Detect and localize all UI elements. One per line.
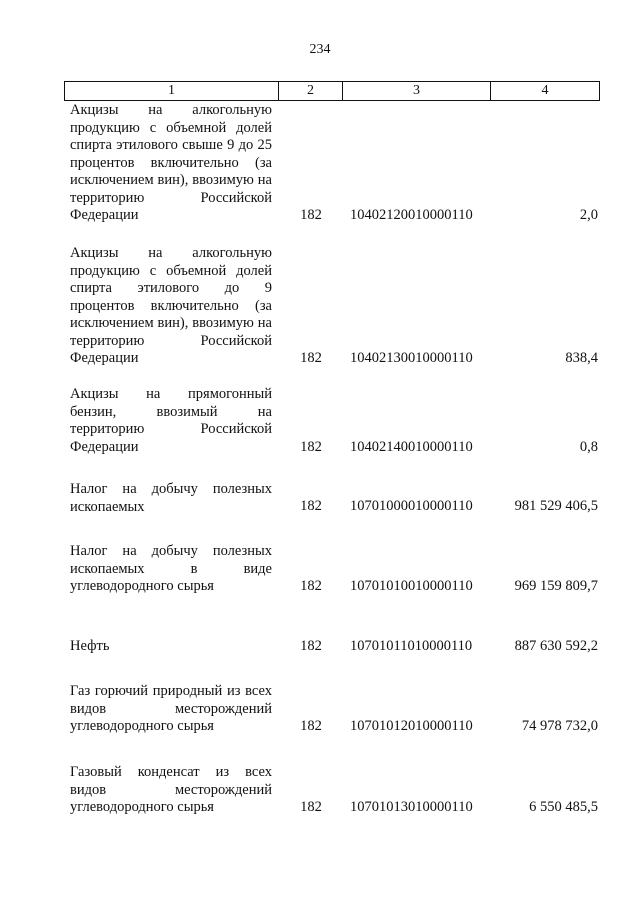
row-amount: 969 159 809,7: [514, 578, 598, 594]
row-kbk: 10701000010000110: [350, 498, 473, 514]
row-code: 182: [300, 439, 322, 455]
row-kbk: 10701012010000110: [350, 718, 473, 734]
row-kbk: 10402130010000110: [350, 350, 473, 366]
row-amount: 2,0: [579, 207, 598, 223]
row-name: Акцизы на прямогонный бензин, ввозимый на территорию Российской Федерации: [70, 386, 272, 455]
row-kbk: 10701013010000110: [350, 799, 473, 815]
row-kbk: 10402140010000110: [350, 439, 473, 455]
row-code: 182: [300, 578, 322, 594]
row-code: 182: [300, 718, 322, 734]
row-name: Акцизы на алкогольную продукцию с объемной долей спирта этилового свыше 9 до 25 процентов включительно (за исключением вин), ввозимую на территорию Российской Федерации: [70, 102, 272, 223]
row-code: 182: [300, 207, 322, 223]
row-amount: 0,8: [579, 439, 598, 455]
row-name: Газ горючий природный из всех видов месторождений углеводородного сырья: [70, 683, 272, 734]
row-amount: 838,4: [565, 350, 598, 366]
row-name: Налог на добычу полезных ископаемых в виде углеводородного сырья: [70, 543, 272, 594]
row-kbk: 10701010010000110: [350, 578, 473, 594]
row-code: 182: [300, 498, 322, 514]
table-header-row: [64, 81, 600, 101]
row-name: Акцизы на алкогольную продукцию с объемной долей спирта этилового до 9 процентов включительно (за исключением вин), ввозимую на территорию Российской Федерации: [70, 245, 272, 366]
row-code: 182: [300, 350, 322, 366]
row-code: 182: [300, 638, 322, 654]
row-code: 182: [300, 799, 322, 815]
page-number: 234: [309, 42, 331, 57]
row-amount: 6 550 485,5: [529, 799, 598, 815]
table-header-cell-1: 1: [65, 82, 279, 100]
row-name: Газовый конденсат из всех видов месторождений углеводородного сырья: [70, 764, 272, 815]
row-amount: 981 529 406,5: [514, 498, 598, 514]
row-name: Налог на добычу полезных ископаемых: [70, 481, 272, 515]
table-header-cell-3: 3: [343, 82, 491, 100]
table-header-cell-2: 2: [279, 82, 343, 100]
row-amount: 887 630 592,2: [514, 638, 598, 654]
table-header-cell-4: 4: [541, 83, 549, 98]
row-kbk: 10701011010000110: [350, 638, 473, 654]
row-name: Нефть: [70, 638, 110, 654]
row-amount: 74 978 732,0: [521, 718, 598, 734]
row-kbk: 10402120010000110: [350, 207, 473, 223]
